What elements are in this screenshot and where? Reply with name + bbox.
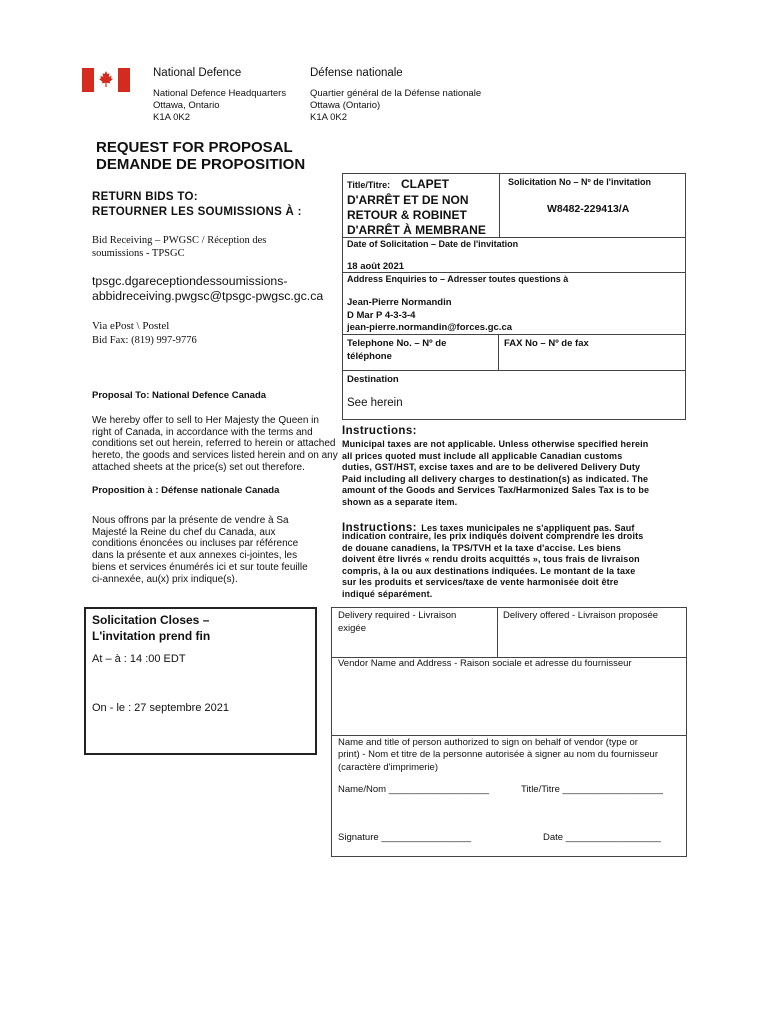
- proposal-to-fr: Proposition à : Défense nationale Canada: [92, 485, 280, 496]
- title-line-1: CLAPET: [401, 177, 449, 191]
- department-name-fr: Défense nationale: [310, 67, 403, 79]
- title-field[interactable]: Title/Titre ___________________: [521, 784, 663, 795]
- offer-text-fr: Nous offrons par la présente de vendre à Sa Majesté la Reine du chef du Canada, aux conditions énoncées ou incluses par référence dans la présente et aux annexes ci-jointes, les biens et services énumérés ici et sur toute feuille ci-annexée, au(x) prix indique(s).: [92, 515, 308, 585]
- solicitation-date-label: Date of Solicitation – Date de l'invitation: [347, 239, 519, 249]
- vendor-name-label: Vendor Name and Address - Raison sociale et adresse du fournisseur: [338, 658, 632, 669]
- date-field[interactable]: Date __________________: [543, 832, 661, 843]
- instructions-text-en: Municipal taxes are not applicable. Unless otherwise specified herein all prices quoted must include all applicable Canadian customs duties, GST/HST, excise taxes and are to be delivered Delivery Duty Paid including all delivery charges to destination(s) as indicated. The amount of the Goods and Services Tax/Harmonized Sales Tax is to be shown as a separate item.: [342, 439, 650, 507]
- canada-flag-icon: [82, 68, 130, 92]
- bid-receiving: Bid Receiving – PWGSC / Réception des soumissions - TPSGC: [92, 235, 267, 259]
- signature-field[interactable]: Signature _________________: [338, 832, 472, 843]
- telephone-label: Telephone No. – Nº de téléphone: [347, 338, 447, 362]
- closing-title: Solicitation Closes – L'invitation prend fin: [92, 613, 211, 643]
- solicitation-no: W8482-229413/A: [547, 203, 630, 215]
- vendor-form: [331, 607, 687, 857]
- instructions-first-fr: Instructions: Les taxes municipales ne s'appliquent pas. Sauf: [342, 522, 635, 534]
- bid-via: Via ePost \ Postel: [92, 320, 170, 332]
- contact-info: Jean-Pierre Normandin D Mar P 4-3-3-4 jean-pierre.normandin@forces.gc.ca: [347, 297, 513, 333]
- return-bids-heading: RETURN BIDS TO: RETOURNER LES SOUMISSIONS À :: [92, 191, 302, 218]
- delivery-required-label: Delivery required - Livraison exigée: [338, 610, 457, 634]
- address-enquiries-label: Address Enquiries to – Adresser toutes questions à: [347, 274, 569, 284]
- name-field[interactable]: Name/Nom ___________________: [338, 784, 490, 795]
- address-en: National Defence Headquarters Ottawa, Ontario K1A 0K2: [153, 88, 287, 123]
- destination-value: See herein: [347, 397, 403, 409]
- bid-email: tpsgc.dgareceptiondessoumissions- abbidreceiving.pwgsc@tpsgc-pwgsc.gc.ca: [92, 274, 324, 303]
- closing-date: On - le : 27 septembre 2021: [92, 702, 229, 714]
- destination-label: Destination: [347, 374, 399, 385]
- title-label: Title/Titre:: [347, 180, 391, 190]
- title-lines-rest: D'ARRÊT ET DE NON RETOUR & ROBINET D'ARRÊT À MEMBRANE: [347, 193, 486, 237]
- delivery-offered-label: Delivery offered - Livraison proposée: [503, 610, 659, 621]
- fax-label: FAX No – Nº de fax: [504, 338, 589, 349]
- solicitation-no-label: Solicitation No – Nº de l'invitation: [508, 177, 651, 187]
- document-title: REQUEST FOR PROPOSAL DEMANDE DE PROPOSITION: [96, 139, 306, 173]
- closing-time: At – à : 14 :00 EDT: [92, 653, 186, 665]
- address-fr: Quartier général de la Défense nationale Ottawa (Ontario) K1A 0K2: [310, 88, 482, 123]
- bid-fax: Bid Fax: (819) 997-9776: [92, 335, 197, 346]
- department-name-en: National Defence: [153, 67, 242, 79]
- authorized-person-label: Name and title of person authorized to sign on behalf of vendor (type or print) - Nom et titre de la personne autorisée à signer au nom du fournisseur (caractère d'imprimerie): [338, 737, 658, 773]
- offer-text-en: We hereby offer to sell to Her Majesty the Queen in right of Canada, in accordance with the terms and conditions set out herein, referred to herein or attached hereto, the goods and services listed herein and on any attached sheets at the price(s) set out therefore.: [92, 415, 338, 473]
- instructions-heading-en: Instructions:: [342, 425, 417, 437]
- instructions-text-fr: indication contraire, les prix indiqués doivent comprendre les droits de douane canadiens, la TPS/TVH et la taxe d'accise. Les biens doivent être livrés « rendu droits acquittés », tous frais de livraison compris, à la ou aux destinations indiquées. Le montant de la taxe sur les produits et services/taxe de vente harmonisée doit être indiqué séparément.: [342, 531, 644, 599]
- solicitation-date: 18 août 2021: [347, 261, 405, 272]
- proposal-to-en: Proposal To: National Defence Canada: [92, 390, 267, 401]
